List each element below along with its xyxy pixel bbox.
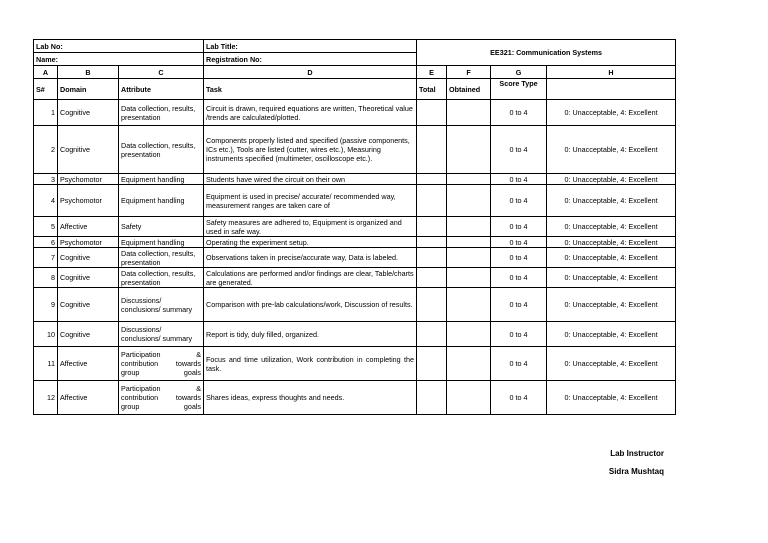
row-rubric: 0: Unacceptable, 4: Excellent (547, 268, 676, 288)
row-score-type: 0 to 4 (491, 100, 547, 126)
row-rubric: 0: Unacceptable, 4: Excellent (547, 174, 676, 185)
row-task: Circuit is drawn, required equations are written, Theoretical value /trends are calculated/plotted. (204, 100, 417, 126)
row-attribute: Participation & contribution towards group goals (119, 347, 204, 381)
row-number: 10 (34, 322, 58, 347)
row-domain: Psychomotor (58, 174, 119, 185)
row-rubric: 0: Unacceptable, 4: Excellent (547, 248, 676, 268)
row-task: Components properly listed and specified (passive components, ICs etc.), Tools are listed (cutter, wires etc.), Measuring instruments specified (multimeter, oscilloscope etc.). (204, 126, 417, 174)
row-obtained-input[interactable] (447, 100, 491, 126)
row-score-type: 0 to 4 (491, 174, 547, 185)
row-number: 9 (34, 288, 58, 322)
row-rubric: 0: Unacceptable, 4: Excellent (547, 347, 676, 381)
row-obtained-input[interactable] (447, 268, 491, 288)
table-row (34, 126, 676, 174)
row-total-input[interactable] (417, 248, 447, 268)
row-domain: Cognitive (58, 268, 119, 288)
row-attribute: Data collection, results, presentation (119, 268, 204, 288)
row-task: Focus and time utilization, Work contribution in completing the task. (204, 347, 417, 381)
lab-no-cell[interactable] (34, 40, 204, 53)
table-row (34, 322, 676, 347)
row-obtained-input[interactable] (447, 347, 491, 381)
row-task: Operating the experiment setup. (204, 237, 417, 248)
row-attribute: Discussions/ conclusions/ summary (119, 288, 204, 322)
row-attribute: Participation & contribution towards group goals (119, 381, 204, 415)
row-task: Safety measures are adhered to, Equipment is organized and used in safe way. (204, 217, 417, 237)
row-rubric: 0: Unacceptable, 4: Excellent (547, 322, 676, 347)
row-attribute: Data collection, results, presentation (119, 126, 204, 174)
lab-title-label: Lab Title: (206, 41, 238, 51)
row-attribute: Equipment handling (119, 185, 204, 217)
table-row (34, 174, 676, 185)
row-number: 11 (34, 347, 58, 381)
row-domain: Affective (58, 381, 119, 415)
row-number: 3 (34, 174, 58, 185)
row-total-input[interactable] (417, 174, 447, 185)
row-total-input[interactable] (417, 288, 447, 322)
row-score-type: 0 to 4 (491, 347, 547, 381)
row-obtained-input[interactable] (447, 174, 491, 185)
row-obtained-input[interactable] (447, 322, 491, 347)
table-row (34, 347, 676, 381)
row-domain: Affective (58, 217, 119, 237)
row-score-type: 0 to 4 (491, 322, 547, 347)
header-total: Total (417, 79, 447, 100)
row-rubric: 0: Unacceptable, 4: Excellent (547, 217, 676, 237)
row-task: Students have wired the circuit on their own (204, 174, 417, 185)
course-title: EE321: Communication Systems (417, 40, 676, 66)
row-number: 12 (34, 381, 58, 415)
row-attribute: Data collection, results, presentation (119, 248, 204, 268)
lab-no-label: Lab No: (36, 41, 63, 51)
row-obtained-input[interactable] (447, 126, 491, 174)
row-domain: Cognitive (58, 100, 119, 126)
row-obtained-input[interactable] (447, 185, 491, 217)
name-label: Name: (36, 54, 58, 64)
header-num: S# (34, 79, 58, 100)
row-number: 6 (34, 237, 58, 248)
row-number: 1 (34, 100, 58, 126)
column-letter: G (491, 66, 547, 79)
row-obtained-input[interactable] (447, 288, 491, 322)
row-task: Calculations are performed and/or findings are clear, Table/charts are generated. (204, 268, 417, 288)
row-rubric: 0: Unacceptable, 4: Excellent (547, 288, 676, 322)
row-total-input[interactable] (417, 381, 447, 415)
row-obtained-input[interactable] (447, 237, 491, 248)
row-score-type: 0 to 4 (491, 185, 547, 217)
row-rubric: 0: Unacceptable, 4: Excellent (547, 237, 676, 248)
row-number: 5 (34, 217, 58, 237)
row-total-input[interactable] (417, 268, 447, 288)
header-rubric (547, 79, 676, 100)
column-letter: B (58, 66, 119, 79)
row-attribute: Discussions/ conclusions/ summary (119, 322, 204, 347)
row-attribute: Equipment handling (119, 237, 204, 248)
table-row (34, 237, 676, 248)
row-number: 7 (34, 248, 58, 268)
row-score-type: 0 to 4 (491, 288, 547, 322)
row-total-input[interactable] (417, 347, 447, 381)
row-obtained-input[interactable] (447, 381, 491, 415)
row-score-type: 0 to 4 (491, 237, 547, 248)
row-rubric: 0: Unacceptable, 4: Excellent (547, 100, 676, 126)
row-domain: Cognitive (58, 322, 119, 347)
row-attribute: Safety (119, 217, 204, 237)
row-number: 2 (34, 126, 58, 174)
table-row (34, 217, 676, 237)
row-total-input[interactable] (417, 217, 447, 237)
row-obtained-input[interactable] (447, 248, 491, 268)
table-row (34, 100, 676, 126)
row-obtained-input[interactable] (447, 217, 491, 237)
column-letter: H (547, 66, 676, 79)
footer-role: Lab Instructor (610, 449, 664, 458)
table-row (34, 381, 676, 415)
row-total-input[interactable] (417, 100, 447, 126)
column-letter: D (204, 66, 417, 79)
registration-no-cell[interactable] (204, 53, 417, 66)
column-letter: E (417, 66, 447, 79)
row-score-type: 0 to 4 (491, 381, 547, 415)
row-score-type: 0 to 4 (491, 126, 547, 174)
row-domain: Affective (58, 347, 119, 381)
row-domain: Cognitive (58, 126, 119, 174)
lab-title-cell[interactable] (204, 40, 417, 53)
row-score-type: 0 to 4 (491, 268, 547, 288)
row-task: Shares ideas, express thoughts and needs. (204, 381, 417, 415)
table-row (34, 248, 676, 268)
row-domain: Cognitive (58, 248, 119, 268)
row-number: 4 (34, 185, 58, 217)
row-task: Observations taken in precise/accurate way, Data is labeled. (204, 248, 417, 268)
row-rubric: 0: Unacceptable, 4: Excellent (547, 381, 676, 415)
row-domain: Psychomotor (58, 185, 119, 217)
table-row (34, 288, 676, 322)
row-rubric: 0: Unacceptable, 4: Excellent (547, 126, 676, 174)
header-score-type: Score Type (491, 79, 547, 100)
row-score-type: 0 to 4 (491, 248, 547, 268)
row-total-input[interactable] (417, 126, 447, 174)
row-attribute: Data collection, results, presentation (119, 100, 204, 126)
column-letter: A (34, 66, 58, 79)
row-total-input[interactable] (417, 237, 447, 248)
row-score-type: 0 to 4 (491, 217, 547, 237)
header-attribute: Attribute (119, 79, 204, 100)
row-domain: Cognitive (58, 288, 119, 322)
row-number: 8 (34, 268, 58, 288)
rubric-body (34, 100, 676, 415)
row-attribute: Equipment handling (119, 174, 204, 185)
rubric-table (33, 39, 676, 415)
row-total-input[interactable] (417, 322, 447, 347)
row-domain: Psychomotor (58, 237, 119, 248)
row-rubric: 0: Unacceptable, 4: Excellent (547, 185, 676, 217)
header-domain: Domain (58, 79, 119, 100)
table-row (34, 185, 676, 217)
column-letter: C (119, 66, 204, 79)
registration-no-label: Registration No: (206, 54, 262, 64)
name-cell[interactable] (34, 53, 204, 66)
header-obtained: Obtained (447, 79, 491, 100)
column-letter: F (447, 66, 491, 79)
header-task: Task (204, 79, 417, 100)
row-task: Comparison with pre-lab calculations/work, Discussion of results. (204, 288, 417, 322)
table-row (34, 268, 676, 288)
footer-instructor-name: Sidra Mushtaq (608, 467, 664, 476)
row-total-input[interactable] (417, 185, 447, 217)
row-task: Report is tidy, duly filled, organized. (204, 322, 417, 347)
row-task: Equipment is used in precise/ accurate/ recommended way, measurement ranges are taken care of (204, 185, 417, 217)
